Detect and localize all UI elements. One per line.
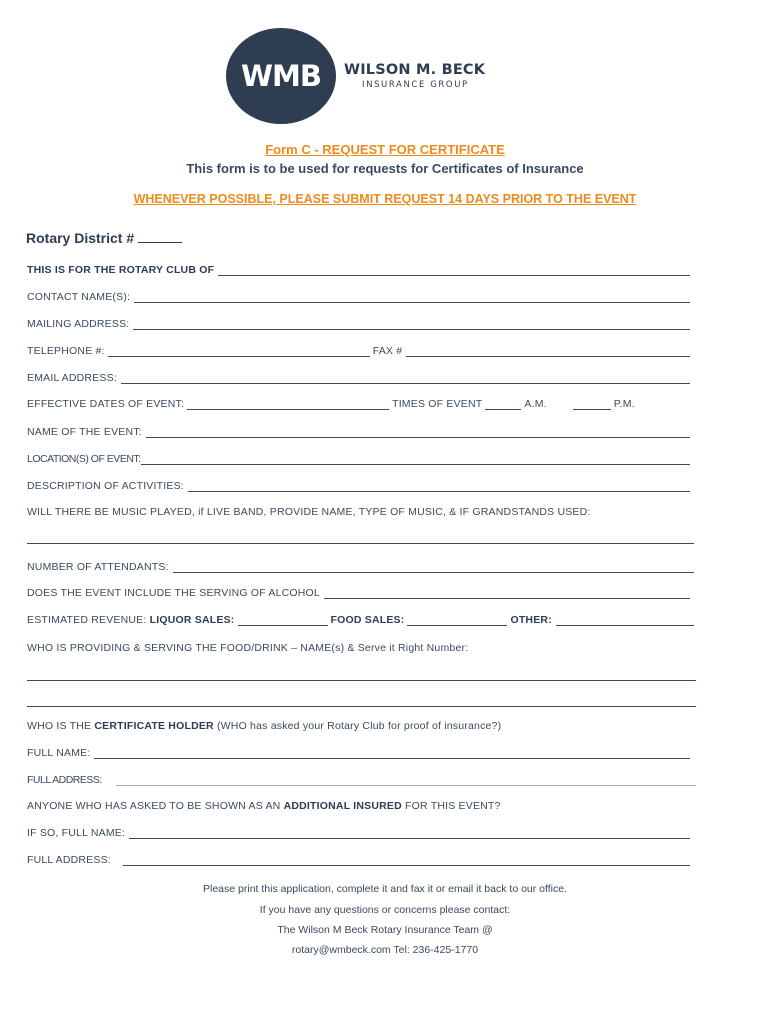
logo-mark: WMB	[241, 59, 321, 93]
food-sales-input[interactable]	[407, 616, 507, 626]
form-subtitle: This form is to be used for requests for Certificates of Insurance	[186, 161, 584, 176]
field-locations: LOCATION(S) OF EVENT:	[27, 453, 690, 465]
field-revenue: ESTIMATED REVENUE: LIQUOR SALES: FOOD SALES: OTHER:	[27, 614, 694, 626]
logo-company-sub: INSURANCE GROUP	[362, 80, 469, 90]
logo-circle	[226, 28, 336, 124]
field-holder-name: FULL NAME:	[27, 747, 690, 759]
telephone-input[interactable]	[108, 347, 370, 357]
field-holder: WHO IS THE CERTIFICATE HOLDER (WHO has asked your Rotary Club for proof of insurance?)	[27, 720, 502, 732]
logo-company-name: WILSON M. BECK	[344, 62, 486, 78]
field-alcohol: DOES THE EVENT INCLUDE THE SERVING OF ALCOHOL	[27, 587, 690, 599]
field-music: WILL THERE BE MUSIC PLAYED, if LIVE BAND, PROVIDE NAME, TYPE OF MUSIC, & IF GRANDSTANDS USED:	[27, 506, 591, 518]
holder-name-input[interactable]	[94, 749, 690, 759]
dates-input[interactable]	[187, 400, 389, 410]
am-input[interactable]	[485, 400, 521, 410]
liquor-sales-input[interactable]	[238, 616, 328, 626]
field-event-name: NAME OF THE EVENT:	[27, 426, 690, 438]
event-name-input[interactable]	[146, 428, 690, 438]
mailing-input[interactable]	[133, 320, 690, 330]
field-attendants: NUMBER OF ATTENDANTS:	[27, 561, 694, 573]
footer-line-3: The Wilson M Beck Rotary Insurance Team @	[277, 924, 493, 936]
field-telephone: TELEPHONE #: FAX #	[27, 345, 690, 357]
field-dates: EFFECTIVE DATES OF EVENT: TIMES OF EVENT A.M. P.M.	[27, 398, 635, 410]
field-providing: WHO IS PROVIDING & SERVING THE FOOD/DRINK – NAME(s) & Serve it Right Number:	[27, 642, 469, 654]
club-input[interactable]	[218, 266, 690, 276]
providing-input-1[interactable]	[27, 680, 696, 681]
rotary-district: Rotary District #	[26, 230, 182, 246]
field-email: EMAIL ADDRESS:	[27, 372, 690, 384]
additional-address-input[interactable]	[123, 856, 690, 866]
footer-line-2: If you have any questions or concerns please contact:	[259, 904, 511, 916]
locations-input[interactable]	[141, 455, 690, 465]
submit-warning: WHENEVER POSSIBLE, PLEASE SUBMIT REQUEST 14 DAYS PRIOR TO THE EVENT	[133, 192, 637, 206]
alcohol-input[interactable]	[324, 589, 690, 599]
other-sales-input[interactable]	[556, 616, 694, 626]
district-blank[interactable]	[138, 230, 182, 243]
holder-address-input[interactable]	[116, 776, 696, 786]
field-additional: ANYONE WHO HAS ASKED TO BE SHOWN AS AN ADDITIONAL INSURED FOR THIS EVENT?	[27, 800, 501, 812]
form-title: Form C - REQUEST FOR CERTIFICATE	[265, 142, 505, 157]
pm-input[interactable]	[573, 400, 611, 410]
music-input[interactable]	[27, 543, 694, 544]
providing-input-2[interactable]	[27, 706, 696, 707]
email-input[interactable]	[121, 374, 690, 384]
fax-input[interactable]	[406, 347, 690, 357]
field-holder-address: FULL ADDRESS:	[27, 774, 696, 786]
attendants-input[interactable]	[173, 563, 694, 573]
footer-line-1: Please print this application, complete it and fax it or email it back to our office.	[203, 883, 567, 895]
footer-contact[interactable]: rotary@wmbeck.com Tel: 236-425-1770	[291, 944, 479, 956]
field-club: THIS IS FOR THE ROTARY CLUB OF	[27, 264, 690, 276]
field-description: DESCRIPTION OF ACTIVITIES:	[27, 480, 690, 492]
contact-input[interactable]	[134, 293, 690, 303]
field-mailing: MAILING ADDRESS:	[27, 318, 690, 330]
description-input[interactable]	[188, 482, 690, 492]
additional-name-input[interactable]	[129, 829, 690, 839]
field-contact: CONTACT NAME(S):	[27, 291, 690, 303]
field-additional-address: FULL ADDRESS:	[27, 854, 690, 866]
field-additional-name: IF SO, FULL NAME:	[27, 827, 690, 839]
